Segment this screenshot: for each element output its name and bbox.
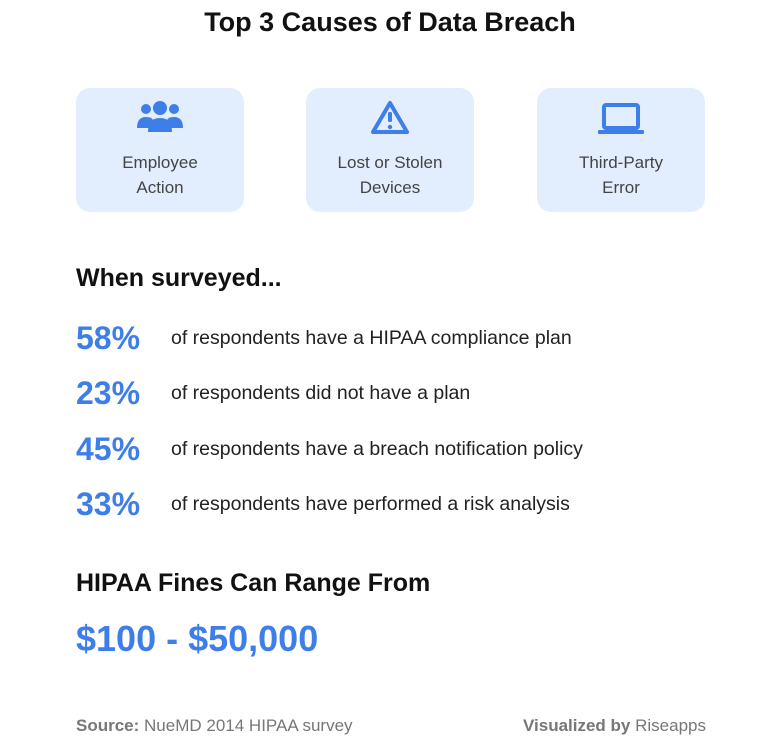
cause-label — [306, 150, 474, 200]
stat-description: of respondents did not have a plan — [171, 381, 471, 404]
cause-label-line: Devices — [359, 178, 421, 197]
cause-label-line: Lost or Stolen — [337, 153, 443, 172]
cause-label-line: Action — [136, 178, 184, 197]
survey-heading: When surveyed... — [76, 264, 282, 292]
cause-card-third-party — [537, 88, 705, 212]
survey-stat — [76, 318, 572, 358]
cause-card-employee-action — [76, 88, 244, 212]
stat-description: of respondents have performed a risk analysis — [171, 492, 570, 515]
cause-label-line: Error — [602, 178, 640, 197]
stat-percent: 23% — [76, 374, 141, 411]
fines-heading: HIPAA Fines Can Range From — [76, 569, 431, 597]
people-icon — [76, 100, 244, 136]
laptop-icon — [537, 100, 705, 136]
cause-label — [76, 150, 244, 200]
visualized-by-credit — [523, 716, 706, 736]
stat-description: of respondents have a HIPAA compliance plan — [171, 326, 572, 349]
source-label: Source: — [76, 716, 140, 735]
source-credit — [76, 716, 353, 736]
credit-label: Visualized by — [522, 716, 631, 735]
cause-card-lost-devices — [306, 88, 474, 212]
warning-icon — [306, 100, 474, 136]
survey-stat — [76, 429, 583, 469]
fines-range: $100 - $50,000 — [76, 618, 319, 659]
stat-percent: 45% — [76, 430, 141, 467]
cause-label-line: Third-Party — [578, 153, 664, 172]
survey-stat — [76, 484, 570, 524]
cause-label — [537, 150, 705, 200]
source-text: NueMD 2014 HIPAA survey — [144, 716, 353, 735]
survey-stat — [76, 373, 470, 413]
page-title: Top 3 Causes of Data Breach — [204, 7, 576, 37]
credit-text: Riseapps — [635, 716, 706, 735]
stat-percent: 58% — [76, 319, 141, 356]
cause-label-line: Employee — [122, 153, 198, 172]
stat-description: of respondents have a breach notification policy — [171, 437, 583, 460]
stat-percent: 33% — [76, 485, 141, 522]
